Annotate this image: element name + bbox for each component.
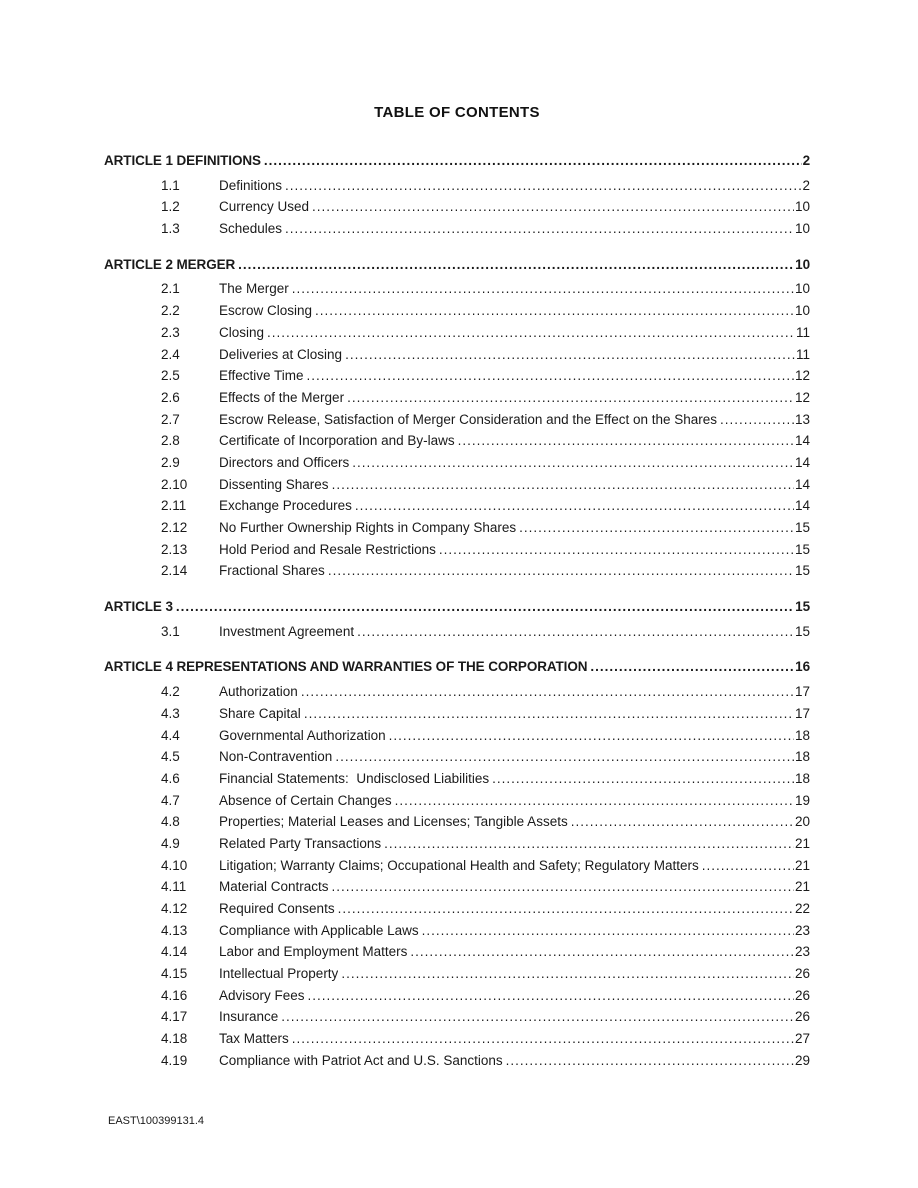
toc-entry [104,387,810,409]
toc-entry-number: 4.3 [161,705,180,721]
toc-entry [104,175,810,197]
toc-entry-title: Insurance [219,1009,279,1025]
dot-leader [308,985,794,1007]
dot-leader [506,1050,794,1072]
toc-entry-number: 4.14 [161,944,188,960]
toc-entry [104,855,810,877]
toc-page-number: 26 [794,987,810,1003]
toc-article-label: ARTICLE 4 REPRESENTATIONS AND WARRANTIES OF THE CORPORATION [104,659,588,675]
dot-leader [315,300,794,322]
toc-entry-title: Non-Contravention [219,749,333,765]
dot-leader [352,452,794,474]
toc-entry-title: Litigation; Warranty Claims; Occupational Health and Safety; Regulatory Matters [219,857,699,873]
toc-entry-title: Directors and Officers [219,454,350,470]
dot-leader [335,746,794,768]
dot-leader [395,790,794,812]
toc-entry-number: 1.2 [161,199,180,215]
toc-page-number: 23 [794,944,810,960]
toc-entry-number: 2.3 [161,324,180,340]
dot-leader [341,963,794,985]
toc-entry-title: Deliveries at Closing [219,346,343,362]
toc-page-number: 20 [794,814,810,830]
toc-entry-number: 4.19 [161,1052,188,1068]
toc-entry [104,218,810,240]
toc-entry-title: Required Consents [219,901,335,916]
toc-entry-title: Escrow Release, Satisfaction of Merger Consideration and the Effect on the Shares [219,411,718,427]
dot-leader [410,941,794,963]
toc-article-group [104,656,810,1071]
dot-leader [458,430,794,452]
dot-leader [519,517,794,539]
toc-entry-number: 2.8 [161,433,180,449]
toc-page-number: 15 [794,563,810,579]
toc-entry-number: 4.18 [161,1031,188,1047]
toc-article-heading [104,656,810,678]
toc-page-number: 13 [794,411,810,427]
toc-page-number: 18 [794,727,810,743]
toc-entry-title: Absence of Certain Changes [219,792,392,808]
toc-entry-number: 2.6 [161,389,180,405]
dot-leader [267,322,795,344]
dot-leader [355,495,794,517]
dot-leader [285,218,794,240]
dot-leader [292,278,794,300]
toc-entry [104,300,810,322]
toc-entry-number: 2.4 [161,346,180,362]
toc-entry-title: Schedules [219,221,283,237]
toc-entry-number: 2.12 [161,520,188,535]
toc-page-number: 14 [794,476,810,492]
toc-entry-title: Fractional Shares [219,563,325,579]
toc-entry [104,920,810,942]
toc-page-number: 11 [795,324,810,340]
toc-page-number: 14 [794,454,810,470]
toc-entry-number: 1.1 [161,177,180,193]
dot-leader [332,474,794,496]
toc-article-label: ARTICLE 1 DEFINITIONS [104,153,261,168]
dot-leader [389,725,794,747]
dot-leader [590,656,794,678]
toc-article-group [104,150,810,240]
toc-entry-number: 4.11 [161,879,187,895]
toc-page-number: 21 [794,879,810,895]
dot-leader [492,768,794,790]
toc-page-number: 15 [794,541,810,557]
toc-page-number: 23 [794,922,810,938]
toc-entry-number: 4.13 [161,922,188,938]
toc-page-number: 10 [794,281,810,297]
dot-leader [345,344,795,366]
toc-entry [104,409,810,431]
toc-page-number: 19 [794,792,810,808]
toc-entry-number: 4.8 [161,814,180,830]
toc-entry-number: 2.5 [161,368,180,384]
toc-page-number: 15 [794,520,810,535]
toc-entry [104,898,810,920]
dot-leader [338,898,794,920]
toc-page-number: 15 [794,623,810,639]
dot-leader [304,703,794,725]
toc-entry [104,322,810,344]
table-of-contents [104,150,810,1072]
dot-leader [292,1028,794,1050]
toc-page-number: 10 [794,221,810,237]
toc-entry [104,790,810,812]
toc-entry-title: No Further Ownership Rights in Company Shares [219,520,517,535]
dot-leader [307,365,794,387]
toc-page-number: 2 [802,177,810,193]
toc-entry [104,746,810,768]
toc-entry-number: 4.12 [161,901,188,916]
dot-leader [384,833,794,855]
toc-entry-title: Labor and Employment Matters [219,944,408,960]
dot-leader [281,1006,794,1028]
toc-entry [104,344,810,366]
toc-entry-title: Financial Statements: Undisclosed Liabilities [219,770,490,786]
toc-entry [104,703,810,725]
dot-leader [285,175,801,197]
dot-leader [422,920,794,942]
toc-entry-title: Advisory Fees [219,987,305,1003]
toc-page-number: 21 [794,835,810,851]
toc-entry-title: Effects of the Merger [219,389,345,405]
toc-entry-number: 2.1 [161,281,180,297]
dot-leader [571,811,794,833]
toc-entry [104,365,810,387]
toc-entry [104,1050,810,1072]
dot-leader [238,254,794,276]
toc-entry-title: Investment Agreement [219,623,355,639]
toc-page-number: 22 [794,901,810,916]
toc-entry [104,560,810,582]
toc-entry-number: 4.17 [161,1009,188,1025]
toc-entry-number: 4.9 [161,835,180,851]
toc-page-number: 16 [795,659,810,675]
toc-page-number: 26 [794,1009,810,1025]
footer-doc-id: EAST\100399131.4 [108,1115,205,1127]
toc-entry-title: Share Capital [219,705,301,721]
toc-entry [104,833,810,855]
toc-entry-title: Properties; Material Leases and Licenses; Tangible Assets [219,814,568,830]
toc-entry-title: Exchange Procedures [219,498,352,514]
toc-article-heading [104,596,810,618]
toc-entry-number: 4.4 [161,727,180,743]
dot-leader [702,855,794,877]
toc-entry-number: 2.7 [161,411,180,427]
toc-page-number: 27 [794,1031,810,1047]
toc-page-number: 26 [794,966,810,982]
toc-entry [104,725,810,747]
dot-leader [439,539,794,561]
toc-entry-number: 3.1 [161,623,180,639]
toc-entry-title: Compliance with Patriot Act and U.S. Sanctions [219,1052,503,1068]
toc-entry-title: Definitions [219,177,283,193]
toc-entry-number: 4.16 [161,987,188,1003]
toc-entry-number: 2.10 [161,476,188,492]
toc-entry-title: Material Contracts [219,879,329,895]
toc-entry-title: Related Party Transactions [219,835,382,851]
toc-page-number: 10 [794,303,810,319]
toc-entry [104,621,810,643]
toc-page-number: 15 [795,599,810,615]
toc-entry [104,430,810,452]
toc-page-number: 18 [794,770,810,786]
dot-leader [332,876,794,898]
toc-entry-number: 2.9 [161,454,180,470]
dot-leader [720,409,794,431]
toc-article-label: ARTICLE 3 [104,599,173,615]
toc-entry [104,941,810,963]
toc-entry-number: 2.13 [161,541,188,557]
toc-page-number: 10 [795,256,810,272]
toc-entry [104,876,810,898]
toc-entry-title: Closing [219,324,265,340]
toc-entry-number: 4.2 [161,684,180,700]
toc-entry [104,278,810,300]
toc-entry [104,452,810,474]
toc-entry-title: Governmental Authorization [219,727,386,743]
toc-entry [104,1006,810,1028]
toc-page-number: 14 [794,433,810,449]
toc-page-number: 14 [794,498,810,514]
toc-entry-title: Authorization [219,684,298,700]
toc-entry [104,985,810,1007]
toc-entry-number: 4.5 [161,749,180,765]
toc-entry [104,495,810,517]
toc-page-number: 12 [794,389,810,405]
toc-entry-number: 4.10 [161,857,188,873]
toc-page-number: 17 [794,705,810,721]
toc-entry [104,517,810,539]
toc-entry [104,474,810,496]
dot-leader [357,621,794,643]
toc-entry-title: Intellectual Property [219,966,339,982]
toc-entry-number: 4.7 [161,792,180,808]
toc-entry-number: 2.11 [161,498,187,514]
dot-leader [264,150,802,172]
toc-entry [104,1028,810,1050]
toc-entry-title: The Merger [219,281,289,297]
toc-article-heading [104,254,810,276]
toc-entry-number: 2.2 [161,303,180,319]
toc-entry-title: Dissenting Shares [219,476,329,492]
toc-entry-number: 2.14 [161,563,188,579]
toc-entry-title: Hold Period and Resale Restrictions [219,541,436,557]
toc-entry-title: Escrow Closing [219,303,313,319]
toc-entry-number: 4.15 [161,966,188,982]
dot-leader [301,681,794,703]
toc-page-number: 11 [795,346,810,362]
toc-entry [104,768,810,790]
toc-entry-title: Tax Matters [219,1031,289,1047]
toc-page-number: 2 [802,153,810,168]
toc-article-group [104,254,810,582]
dot-leader [328,560,794,582]
toc-entry-number: 1.3 [161,221,180,237]
toc-entry [104,811,810,833]
toc-entry-title: Currency Used [219,199,310,215]
toc-page-number: 29 [794,1052,810,1068]
toc-entry [104,539,810,561]
toc-entry [104,681,810,703]
toc-entry-title: Compliance with Applicable Laws [219,922,419,938]
toc-entry [104,963,810,985]
toc-entry-title: Certificate of Incorporation and By-laws [219,433,455,449]
toc-entry [104,196,810,218]
toc-article-heading [104,150,810,172]
dot-leader [312,196,794,218]
toc-page-number: 17 [794,684,810,700]
toc-page-number: 21 [794,857,810,873]
toc-entry-number: 4.6 [161,770,180,786]
toc-page-number: 10 [794,199,810,215]
page-title: TABLE OF CONTENTS [374,104,540,121]
toc-article-group [104,596,810,642]
dot-leader [176,596,794,618]
dot-leader [347,387,794,409]
toc-page-number: 18 [794,749,810,765]
toc-entry-title: Effective Time [219,368,304,384]
toc-article-label: ARTICLE 2 MERGER [104,256,236,272]
toc-page-number: 12 [794,368,810,384]
